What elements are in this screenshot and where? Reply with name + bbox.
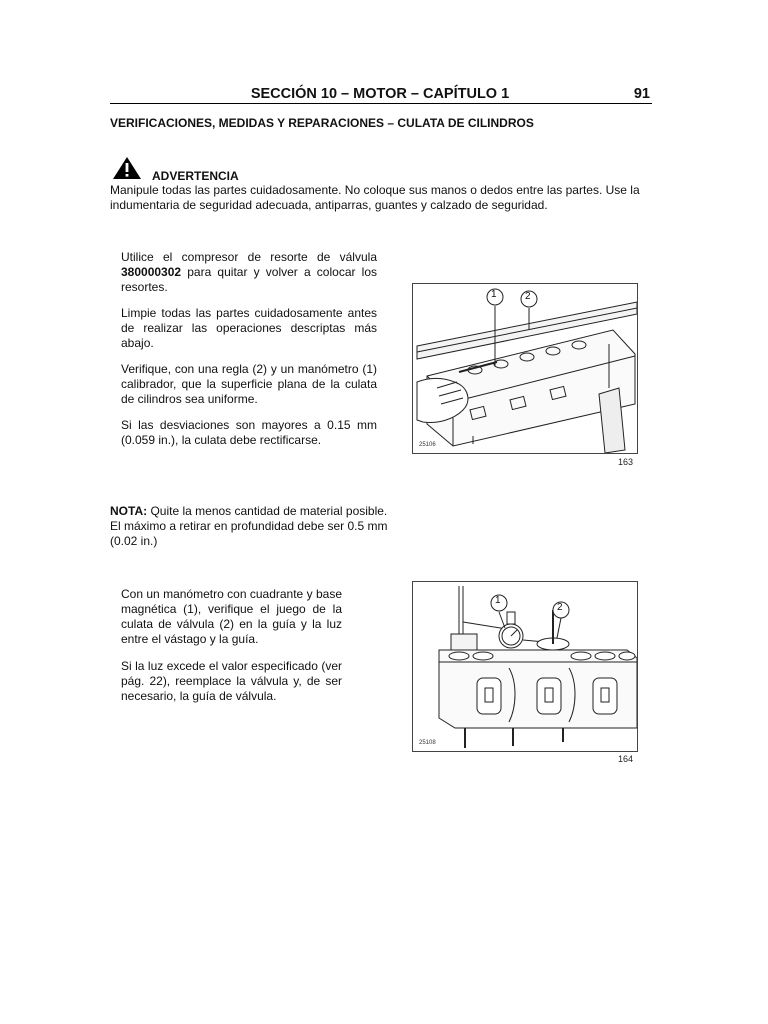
note-text-3: (0.02 in.) xyxy=(110,534,158,548)
warning-triangle-icon xyxy=(112,156,142,180)
callout-label-2: 2 xyxy=(557,602,563,613)
instruction-valve-clearance: Con un manómetro con cuadrante y base magnética (1), verifique el juego de la culata de válvula (2) en la guía y la luz entre el vástago y la guía. xyxy=(121,587,342,646)
compressor-text-post: para quitar y volver a colocar los resortes. xyxy=(121,265,377,294)
note-text-2: El máximo a retirar en profundidad debe ser 0.5 mm xyxy=(110,519,388,533)
warning-title: ADVERTENCIA xyxy=(152,169,239,183)
header-rule xyxy=(110,103,652,104)
callout-label-1: 1 xyxy=(495,595,501,606)
instruction-deviation: Si las desviaciones son mayores a 0.15 mm (0.059 in.), la culata debe rectificarse. xyxy=(121,418,377,447)
page-subtitle: VERIFICACIONES, MEDIDAS Y REPARACIONES – CULATA DE CILINDROS xyxy=(110,116,534,130)
figure-163-cylinder-head-flatness xyxy=(412,283,638,454)
callout-label-1: 1 xyxy=(491,289,497,300)
figure-code: 25106 xyxy=(419,442,436,448)
instruction-replace-valve: Si la luz excede el valor especificado (ver pág. 22), reemplace la válvula y, de ser necesario, la guía de válvula. xyxy=(121,659,342,703)
callout-label-2: 2 xyxy=(525,291,531,302)
figure-164-valve-guide-check xyxy=(412,581,638,752)
note-text-1: Quite la menos cantidad de material posible. xyxy=(150,504,388,518)
note-block xyxy=(110,504,440,549)
instruction-compressor xyxy=(121,250,377,295)
instruction-clean: Limpie todas las partes cuidadosamente antes de realizar las operaciones descriptas más abajo. xyxy=(121,306,377,350)
figure-number-163: 163 xyxy=(618,457,634,467)
warning-text: Manipule todas las partes cuidadosamente. No coloque sus manos o dedos entre las partes. Use la indumentaria de seguridad adecuada, antiparras, guantes y calzado de seguridad. xyxy=(110,183,640,212)
compressor-text-pre: Utilice el compresor de resorte de válvula xyxy=(121,250,377,264)
valve-guide-dial-gauge-illustration xyxy=(413,582,637,751)
page-number: 91 xyxy=(633,86,650,102)
instruction-flatness: Verifique, con una regla (2) y un manómetro (1) calibrador, que la superficie plana de la culata de cilindros sea uniforme. xyxy=(121,362,377,406)
figure-code: 25108 xyxy=(419,740,436,746)
figure-number-164: 164 xyxy=(618,754,634,764)
note-label: NOTA: xyxy=(110,504,148,518)
section-title: SECCIÓN 10 – MOTOR – CAPÍTULO 1 xyxy=(250,86,510,102)
tool-part-number: 380000302 xyxy=(121,265,182,279)
cylinder-head-flatness-illustration xyxy=(413,284,637,453)
